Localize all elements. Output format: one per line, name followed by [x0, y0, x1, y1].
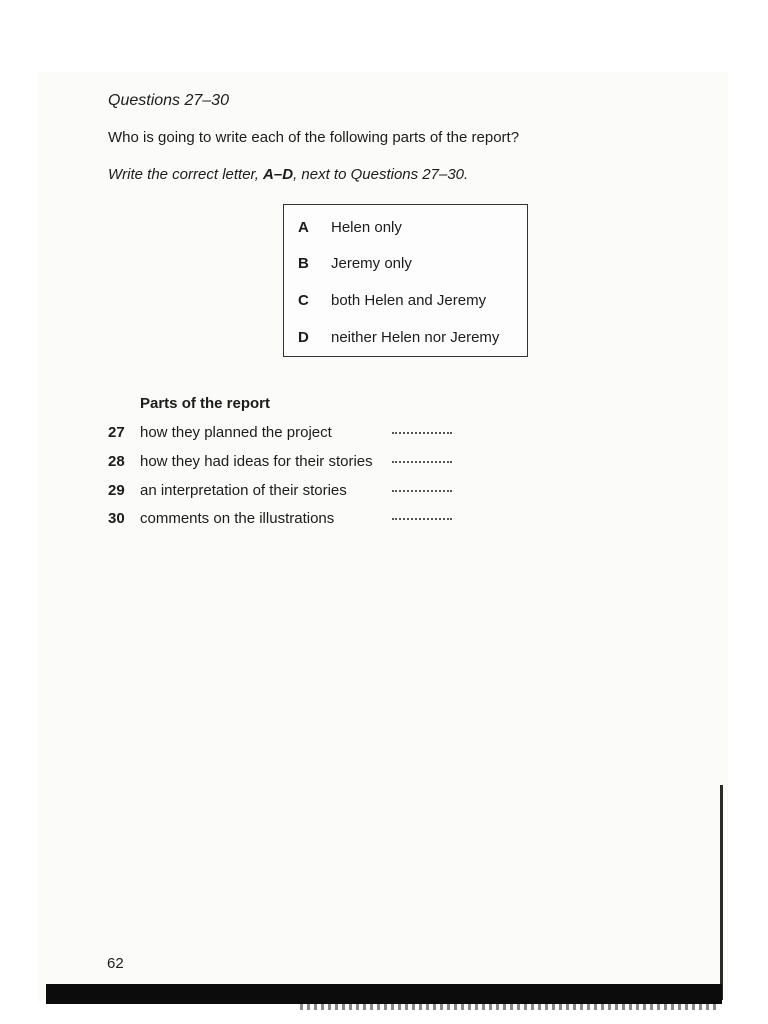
list-item [0, 453, 768, 473]
page-edge-shadow [720, 785, 723, 1000]
options-box [283, 204, 528, 357]
option-text: Jeremy only [331, 255, 412, 272]
question-number: 28 [108, 453, 125, 470]
option-letter: C [298, 292, 309, 309]
question-number: 30 [108, 510, 125, 527]
list-item [0, 424, 768, 444]
scan-noise [300, 1004, 720, 1010]
instruction-part-2: , next to Questions 27–30. [293, 166, 469, 183]
instruction-part-1: Write the correct letter, [108, 166, 264, 183]
answer-blank[interactable] [392, 432, 452, 434]
answer-blank[interactable] [392, 518, 452, 520]
option-text: neither Helen nor Jeremy [331, 329, 500, 346]
question-description: an interpretation of their stories [140, 482, 347, 499]
answer-blank[interactable] [392, 490, 452, 492]
question-description: how they had ideas for their stories [140, 453, 373, 470]
option-letter: D [298, 329, 309, 346]
page-number: 62 [107, 955, 124, 972]
option-text: Helen only [331, 219, 402, 236]
question-description: comments on the illustrations [140, 510, 335, 527]
list-item [0, 482, 768, 502]
question-number: 27 [108, 424, 125, 441]
question-description: how they planned the project [140, 424, 332, 441]
option-text: both Helen and Jeremy [331, 292, 487, 309]
option-letter: A [298, 219, 309, 236]
instruction-text [108, 166, 468, 183]
parts-heading: Parts of the report [140, 395, 271, 412]
answer-blank[interactable] [392, 461, 452, 463]
list-item [0, 510, 768, 530]
option-letter: B [298, 255, 309, 272]
question-text: Who is going to write each of the following parts of the report? [108, 129, 520, 146]
question-number: 29 [108, 482, 125, 499]
instruction-letters: A–D [263, 166, 294, 183]
scan-bottom-band [46, 984, 722, 1004]
questions-heading: Questions 27–30 [108, 92, 229, 109]
